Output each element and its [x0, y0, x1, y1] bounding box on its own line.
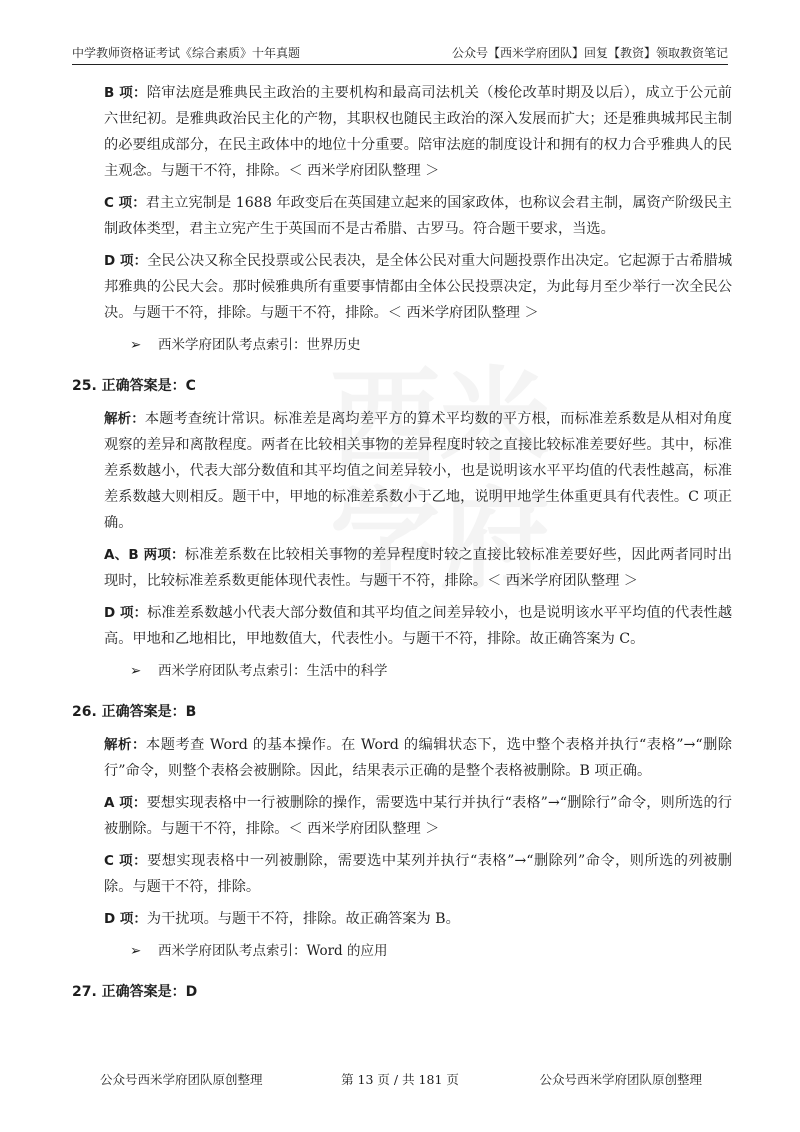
knowledge-point-index — [130, 940, 732, 962]
paragraph-text: 陪审法庭是雅典民主政治的主要机构和最高司法机关（梭伦改革时期及以后），成立于公元前六世纪初。是雅典政治民主化的产物，其职权也随民主政治的深入发展而扩大；还是雅典城邦民主制的必要组成部分，在民主政体中的地位十分重要。陪审法庭的制度设计和拥有的权力合乎雅典人的民主观念。与题干不符，排除。＜ 西米学府团队整理 ＞ — [104, 85, 732, 179]
document-body — [72, 80, 733, 1012]
explanation-paragraph — [104, 906, 732, 932]
answer-heading: 27. 正确答案是：D — [72, 984, 198, 1000]
header-title: 中学教师资格证考试《综合素质》十年真题 — [72, 46, 301, 60]
knowledge-point-text: 西米学府团队考点索引：世界历史 — [158, 337, 361, 353]
paragraph-lead: A、B 两项： — [104, 547, 185, 563]
arrow-bullet-icon: ➢ — [130, 943, 142, 959]
explanation-paragraph — [104, 790, 732, 842]
paragraph-lead: 解析： — [104, 737, 147, 753]
explanation-paragraph — [104, 542, 732, 594]
paragraph-text: 本题考查 Word 的基本操作。在 Word 的编辑状态下，选中整个表格并执行“表格”→“删除行”命令，则整个表格会被删除。因此，结果表示正确的是整个表格被删除。B 项正确。 — [104, 737, 732, 779]
explanation-paragraph — [104, 406, 732, 536]
header-promo: 公众号【西米学府团队】回复【教资】领取教资笔记 — [451, 46, 728, 60]
arrow-bullet-icon: ➢ — [130, 663, 142, 679]
explanation-paragraph — [104, 248, 732, 326]
paragraph-text: 本题考查统计常识。标准差是离均差平方的算术平均数的平方根，而标准差系数是从相对角度观察的差异和离散程度。两者在比较相关事物的差异程度时较之直接比较标准差要好些。其中，标准差系数越小，代表大部分数值和其平均值之间差异较小，也是说明该水平平均值的代表性越高，标准差系数越大则相反。题干中，甲地的标准差系数小于乙地，说明甲地学生体重更具有代表性。C 项正确。 — [104, 411, 732, 531]
paragraph-text: 标准差系数越小代表大部分数值和其平均值之间差异较小，也是说明该水平平均值的代表性越高。甲地和乙地相比，甲地数值大，代表性小。与题干不符，排除。故正确答案为 C。 — [104, 605, 733, 647]
paragraph-text: 标准差系数在比较相关事物的差异程度时较之直接比较标准差要好些，因此两者同时出现时，比较标准差系数更能体现代表性。与题干不符，排除。＜ 西米学府团队整理 ＞ — [104, 547, 732, 589]
paragraph-text: 要想实现表格中一行被删除的操作，需要选中某行并执行“表格”→“删除行”命令，则所选的行被删除。与题干不符，排除。＜ 西米学府团队整理 ＞ — [104, 795, 732, 837]
arrow-bullet-icon: ➢ — [130, 337, 142, 353]
page-number: 第 13 页 / 共 181 页 — [341, 1072, 459, 1087]
paragraph-text: 要想实现表格中一列被删除，需要选中某列并执行“表格”→“删除列”命令，则所选的列被删除。与题干不符，排除。 — [104, 853, 732, 895]
answer-heading: 25. 正确答案是：C — [72, 378, 196, 394]
page-footer — [0, 1070, 800, 1090]
answer-heading: 26. 正确答案是：B — [72, 704, 197, 720]
paragraph-lead: B 项： — [104, 85, 147, 101]
paragraph-lead: C 项： — [104, 853, 148, 869]
paragraph-lead: D 项： — [104, 605, 148, 621]
footer-left: 公众号西米学府团队原创整理 — [100, 1072, 263, 1087]
paragraph-text: 为干扰项。与题干不符，排除。故正确答案为 B。 — [146, 911, 460, 927]
knowledge-point-index — [130, 660, 732, 682]
explanation-paragraph — [104, 732, 732, 784]
paragraph-lead: D 项： — [104, 911, 147, 927]
footer-right: 公众号西米学府团队原创整理 — [539, 1072, 702, 1087]
explanation-paragraph — [104, 80, 732, 184]
paragraph-lead: C 项： — [104, 195, 146, 211]
knowledge-point-text: 西米学府团队考点索引：Word 的应用 — [158, 943, 388, 959]
knowledge-point-text: 西米学府团队考点索引：生活中的科学 — [158, 663, 388, 679]
paragraph-lead: A 项： — [104, 795, 147, 811]
explanation-paragraph — [104, 190, 732, 242]
knowledge-point-index — [130, 334, 732, 356]
paragraph-lead: D 项： — [104, 253, 148, 269]
explanation-paragraph — [104, 600, 732, 652]
explanation-paragraph — [104, 848, 732, 900]
paragraph-lead: 解析： — [104, 411, 145, 427]
paragraph-text: 君主立宪制是 1688 年政变后在英国建立起来的国家政体，也称议会君主制，属资产阶级民主制政体类型，君主立宪产生于英国而不是古希腊、古罗马。符合题干要求，当选。 — [104, 195, 732, 237]
page-header — [72, 44, 728, 65]
paragraph-text: 全民公决又称全民投票或公民表决，是全体公民对重大问题投票作出决定。它起源于古希腊城邦雅典的公民大会。那时候雅典所有重要事情都由全体公民投票决定，为此每月至少举行一次全民公决。与题干不符，排除。与题干不符，排除。＜ 西米学府团队整理 ＞ — [104, 253, 733, 321]
